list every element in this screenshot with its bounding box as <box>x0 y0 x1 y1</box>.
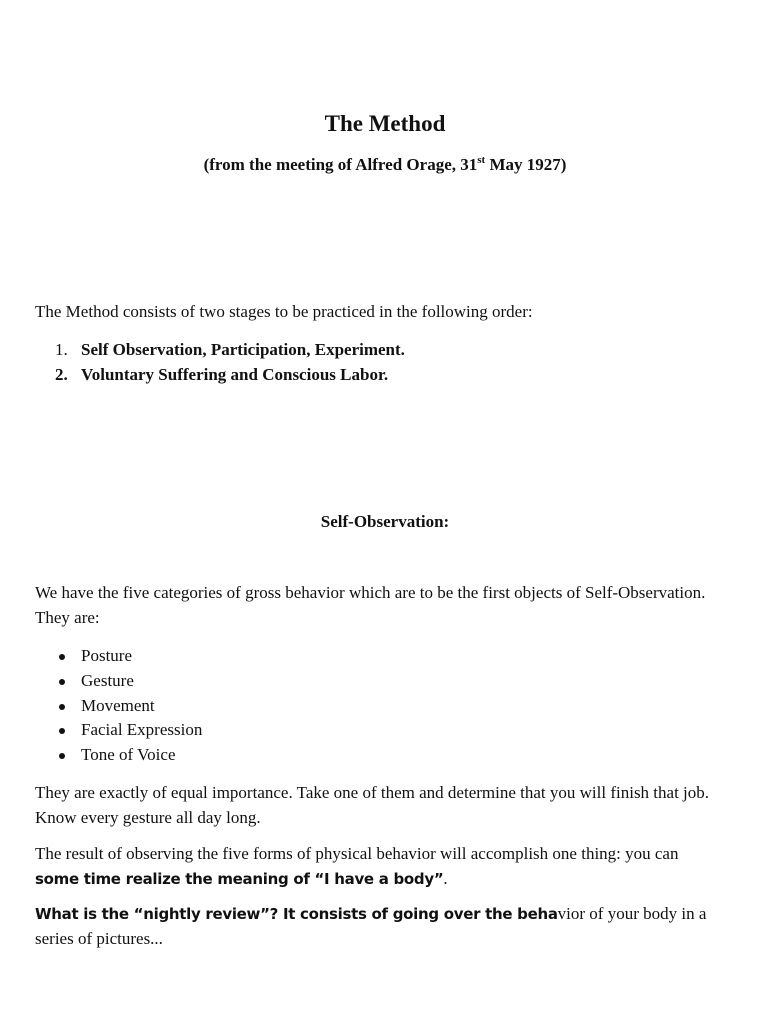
page-subtitle <box>35 152 735 178</box>
bullet-icon <box>59 679 65 685</box>
stage-text: Self Observation, Participation, Experiment. <box>81 340 405 359</box>
review-emphasis: What is the “nightly review”? It consists of going over the beha <box>35 905 558 923</box>
subtitle-suffix: May 1927) <box>485 155 567 174</box>
list-item-label: Tone of Voice <box>81 745 176 765</box>
result-paragraph <box>35 842 725 891</box>
list-item-label: Gesture <box>81 670 134 690</box>
list-item <box>35 669 735 694</box>
stages-list <box>35 338 735 387</box>
result-end: . <box>443 868 448 888</box>
section-heading: Self-Observation: <box>320 512 450 531</box>
list-item-label: Movement <box>81 695 155 715</box>
review-text: vior of your body in a series of pictures... <box>35 904 707 948</box>
review-paragraph <box>35 902 725 951</box>
subtitle-superscript: st <box>477 154 486 166</box>
categories-list <box>35 644 735 768</box>
stage-text: Voluntary Suffering and Conscious Labor. <box>81 364 389 384</box>
bullet-icon <box>59 753 65 759</box>
list-item-label: Posture <box>81 646 132 665</box>
intro-paragraph: The Method consists of two stages to be practiced in the following order: <box>35 302 533 321</box>
result-emphasis: some time realize the meaning of “I have a body” <box>35 869 444 888</box>
list-item <box>35 644 735 669</box>
stage-item <box>35 338 735 363</box>
stage-number: 1. <box>55 340 68 359</box>
result-text: The result of observing the five forms of physical behavior will accomplish one thing: you can <box>35 844 679 863</box>
bullet-icon <box>59 728 65 734</box>
list-item-label: Facial Expression <box>81 720 203 740</box>
categories-paragraph: We have the five categories of gross behavior which are to be the first objects of Self-Observation. They are: <box>35 583 706 627</box>
bullet-icon <box>59 654 65 660</box>
list-item <box>35 718 735 743</box>
stage-number: 2. <box>55 364 68 384</box>
bullet-icon <box>59 704 65 710</box>
subtitle-prefix: (from the meeting of Alfred Orage, 31 <box>203 155 478 174</box>
stage-item <box>35 363 735 388</box>
page-title: The Method <box>324 111 446 136</box>
list-item <box>35 694 735 719</box>
list-item <box>35 743 735 768</box>
importance-paragraph: They are exactly of equal importance. Take one of them and determine that you will finish that job. Know every gesture all day long. <box>35 783 710 827</box>
